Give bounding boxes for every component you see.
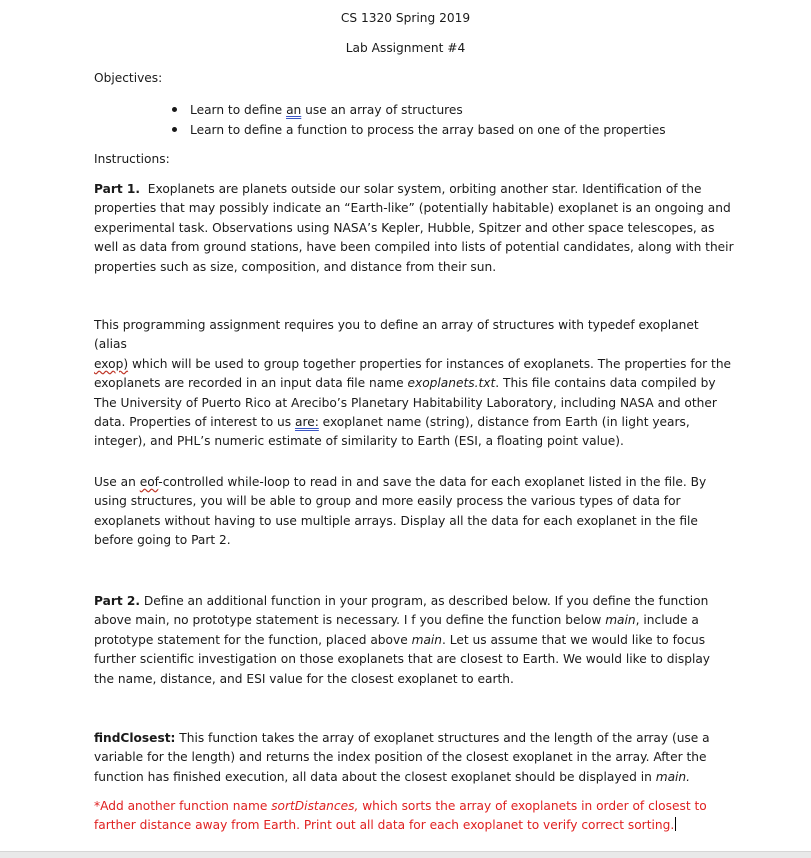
course-title: CS 1320 Spring 2019 [340,11,471,25]
spell-marked-word[interactable]: exop) [94,356,129,371]
text-line: data. Properties of interest to us are: exoplanet name (string), distance from Earth (in light years, [94,415,690,430]
text-line: Part 2. Define an additional function in your program, as described below. If you define the function [94,594,709,608]
list-item: Learn to define an use an array of structures [172,100,666,120]
part1-label: Part 1. [94,182,141,196]
objectives-list [172,100,666,140]
text-line: exoplanets are recorded in an input data file name exoplanets.txt. This file contains data compiled by [94,376,716,391]
text-cursor [675,817,676,831]
file-name: exoplanets.txt [407,376,496,391]
grammar-marked-word[interactable]: are: [294,415,319,430]
instructions-heading: Instructions: [94,152,170,166]
text-line: further scientific investigation on those exoplanets that are closest to Earth. We would like to display [94,652,711,667]
text-line: prototype statement for the function, placed above main. Let us assume that we would like to focus [94,632,706,647]
text-line: experimental task. Observations using NASA’s Kepler, Hubble, Spitzer and other space telescopes, as [94,220,715,235]
text-line: exop) which will be used to group together properties for instances of exoplanets. The properties for the [94,356,732,371]
text-line: Use an eof-controlled while-loop to read in and save the data for each exoplanet listed in the file. By [94,475,707,489]
text-line: using structures, you will be able to group and more easily process the various types of data for [94,494,681,509]
text-line: properties such as size, composition, and distance from their sun. [94,259,497,274]
typedef-paragraph [94,316,734,452]
part1-paragraph [94,180,734,277]
text-line: the name, distance, and ESI value for the closest exoplanet to earth. [94,671,514,686]
text-line: integer), and PHL’s numeric estimate of similarity to Earth (ESI, a floating point value). [94,434,624,449]
text-line: function has finished execution, all data about the closest exoplanet should be displayed in main. [94,769,691,784]
text-line: *Add another function name sortDistances, which sorts the array of exoplanets in order of closest to [94,799,707,813]
part2-label: Part 2. [94,594,141,608]
grammar-marked-word[interactable]: an [286,103,302,117]
text-line: before going to Part 2. [94,533,231,548]
text-line: well as data from ground stations, have been compiled into lists of potential candidates, along with their [94,240,734,255]
assignment-title: Lab Assignment #4 [345,41,466,55]
text-line: The University of Puerto Rico at Arecibo’s Planetary Habitability Laboratory, including NASA and other [94,395,717,410]
text-line: variable for the length) and returns the index position of the closest exoplanet in the array. After the [94,750,707,765]
text-line: properties that may possibly indicate an “Earth-like” (potentially habitable) exoplanet is an ongoing and [94,201,731,216]
text-line: This programming assignment requires you to define an array of structures with typedef exoplanet (alias [94,318,699,352]
eof-paragraph [94,473,734,551]
text-line: farther distance away from Earth. Print out all data for each exoplanet to verify correct sorting. [94,818,675,833]
part2-paragraph [94,592,734,689]
sort-distances-paragraph [94,797,734,836]
find-closest-paragraph [94,729,734,787]
text-line: findClosest: This function takes the array of exoplanet structures and the length of the array (use a [94,731,710,745]
objectives-heading: Objectives: [94,71,163,85]
bullet-icon [172,107,177,112]
text-line: above main, no prototype statement is necessary. I f you define the function below main, include a [94,613,699,628]
bullet-icon [172,127,177,132]
list-item: Learn to define a function to process the array based on one of the properties [172,120,666,140]
text-line: Part 1. Exoplanets are planets outside our solar system, orbiting another star. Identification of the [94,182,702,196]
text-line: exoplanets without having to use multiple arrays. Display all the data for each exoplanet in the file [94,513,698,528]
find-closest-label: findClosest: [94,731,176,745]
spell-marked-word[interactable]: eof [139,475,159,489]
